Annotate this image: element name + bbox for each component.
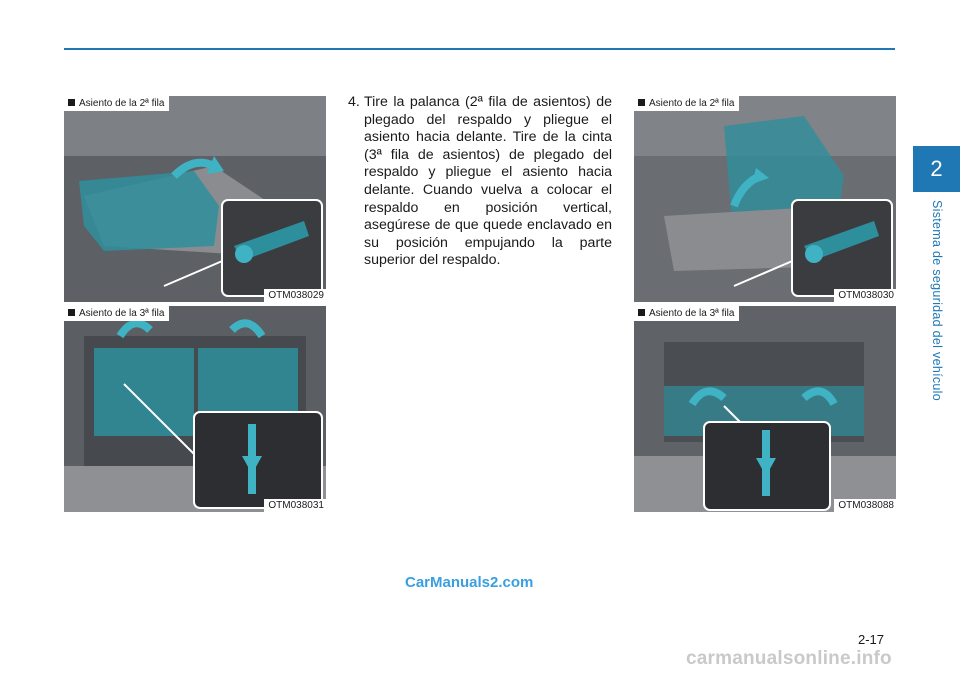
figure-third-row-left bbox=[64, 306, 326, 512]
watermark-link[interactable]: CarManuals2.com bbox=[405, 574, 534, 591]
step-number: 4. bbox=[348, 94, 360, 110]
seat-illustration bbox=[64, 306, 326, 512]
chapter-title: Sistema de seguridad del vehículo bbox=[930, 200, 944, 401]
figure-second-row-left bbox=[64, 96, 326, 302]
figure-label: Asiento de la 2ª fila bbox=[634, 96, 739, 111]
figure-label: Asiento de la 3ª fila bbox=[634, 306, 739, 321]
figure-code: OTM038088 bbox=[834, 499, 896, 512]
seat-illustration bbox=[64, 96, 326, 302]
step-text: Tire la palanca (2ª fila de asientos) de plegado del respaldo y pliegue el asiento hacia delante. Tire de la cinta (3ª fila de asientos) de plegado del respaldo y pliegue el asiento hacia delante. Cuando vuelva a colocar el respaldo en posición vertical, asegúrese de que quede enclavado en su posición empujando la parte superior del respaldo. bbox=[364, 94, 612, 269]
seat-illustration bbox=[634, 306, 896, 512]
chapter-tab[interactable] bbox=[913, 146, 960, 192]
figure-label: Asiento de la 3ª fila bbox=[64, 306, 169, 321]
figure-code: OTM038031 bbox=[264, 499, 326, 512]
page-number: 2-17 bbox=[858, 632, 885, 647]
figure-second-row-right bbox=[634, 96, 896, 302]
chapter-number: 2 bbox=[930, 156, 943, 181]
instruction-step bbox=[348, 94, 612, 270]
footer-watermark: carmanualsonline.info bbox=[686, 648, 892, 669]
figure-third-row-right bbox=[634, 306, 896, 512]
seat-illustration bbox=[634, 96, 896, 302]
figure-label: Asiento de la 2ª fila bbox=[64, 96, 169, 111]
top-rule bbox=[64, 48, 895, 50]
figure-code: OTM038029 bbox=[264, 289, 326, 302]
figure-code: OTM038030 bbox=[834, 289, 896, 302]
